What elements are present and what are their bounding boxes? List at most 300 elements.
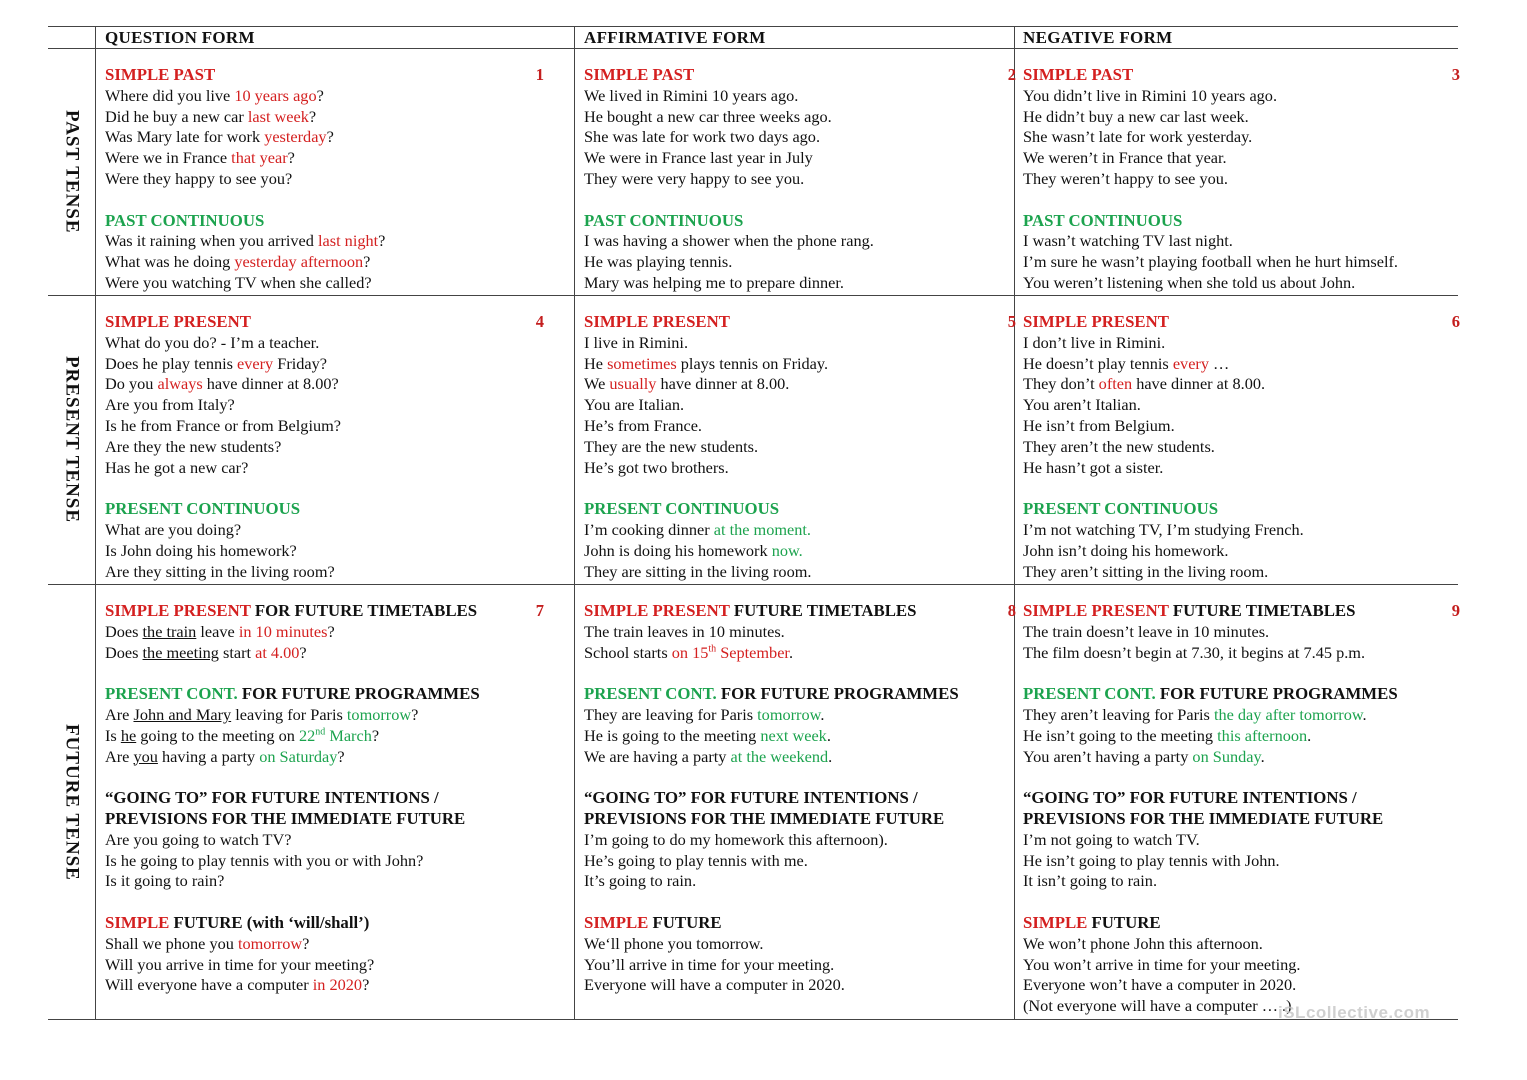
section-title: [105, 684, 560, 705]
grammar-section: [1023, 65, 1460, 190]
example-sentence: [105, 374, 560, 395]
text-run: I’m sure he wasn’t playing football when he hurt himself.: [1023, 252, 1398, 272]
example-sentence: [584, 747, 998, 768]
text-run: They don’t: [1023, 374, 1099, 394]
example-sentence: [584, 86, 998, 107]
text-run: .: [1307, 725, 1312, 745]
section-number: 3: [1451, 65, 1460, 84]
text-run: John is doing his homework: [584, 540, 772, 560]
example-sentence: [584, 374, 998, 395]
col-rule-2: [574, 26, 575, 1020]
example-sentence: [584, 622, 998, 643]
example-sentence: [105, 643, 560, 664]
text-run: always: [157, 374, 203, 394]
grammar-section: [584, 684, 998, 767]
example-sentence: [105, 127, 560, 148]
tense-label-future: [48, 585, 95, 1019]
text-run: It isn’t going to rain.: [1023, 871, 1158, 891]
text-run: We weren’t in France that year.: [1023, 148, 1227, 168]
section-title: [105, 499, 560, 520]
text-run: Shall we phone you: [105, 933, 238, 953]
text-run: the train: [142, 621, 197, 641]
text-run: He isn’t going to play tennis with John.: [1023, 850, 1280, 870]
text-run: .: [1260, 746, 1265, 766]
example-sentence: [584, 705, 998, 726]
example-sentence: [105, 705, 560, 726]
section-title: [1023, 499, 1438, 520]
text-run: SIMPLE: [105, 912, 170, 932]
text-run: SIMPLE: [1023, 912, 1088, 932]
col-rule-3: [1014, 26, 1015, 1020]
text-run: .: [826, 725, 831, 745]
text-run: PRESENT CONT.: [105, 684, 238, 704]
text-run: nd: [315, 726, 326, 738]
text-run: Mary was helping me to prepare dinner.: [584, 272, 844, 292]
header-rule: [48, 48, 1458, 49]
text-run: He isn’t going to the meeting: [1023, 725, 1218, 745]
text-run: “GOING TO” FOR FUTURE INTENTIONS /: [105, 788, 439, 808]
grammar-section: [1023, 684, 1438, 767]
section-title: [105, 601, 560, 622]
text-run: They weren’t happy to see you.: [1023, 168, 1228, 188]
text-run: .: [820, 704, 825, 724]
header-question-form: QUESTION FORM: [105, 28, 255, 47]
text-run: Were you watching TV when she called?: [105, 272, 372, 292]
text-run: Is John doing his homework?: [105, 540, 297, 560]
example-sentence: [584, 333, 998, 354]
text-run: They aren’t the new students.: [1023, 436, 1215, 456]
text-run: They are sitting in the living room.: [584, 561, 812, 581]
cell-past-question: [105, 65, 560, 315]
text-run: You didn’t live in Rimini 10 years ago.: [1023, 85, 1278, 105]
example-sentence: [584, 107, 998, 128]
text-run: We are having a party: [584, 746, 731, 766]
text-run: FOR FUTURE PROGRAMMES: [1155, 684, 1398, 704]
text-run: SIMPLE PRESENT: [1023, 601, 1169, 620]
section-title-line-2: [1023, 809, 1438, 830]
example-sentence: [584, 127, 998, 148]
section-title: [584, 211, 998, 232]
text-run: I don’t live in Rimini.: [1023, 332, 1166, 352]
text-run: Is it going to rain?: [105, 871, 225, 891]
text-run: I’m going to do my homework this afternoon).: [584, 829, 888, 849]
example-sentence: [584, 643, 998, 664]
example-sentence: [1023, 975, 1438, 996]
text-run: this afternoon: [1217, 725, 1308, 745]
text-run: ?: [378, 231, 386, 251]
grammar-section: [105, 312, 560, 478]
section-title: [584, 913, 998, 934]
example-sentence: [584, 252, 998, 273]
text-run: ?: [287, 148, 295, 168]
text-run: You weren’t listening when she told us about John.: [1023, 272, 1356, 292]
example-sentence: [1023, 458, 1438, 479]
grammar-section: [1023, 211, 1438, 294]
cell-future-question: [105, 601, 560, 1017]
present-tense-text: PRESENT TENSE: [61, 356, 83, 524]
text-run: leaving for Paris: [231, 704, 347, 724]
example-sentence: [105, 830, 560, 851]
text-run: sometimes: [607, 353, 677, 373]
text-run: You won’t arrive in time for your meeting.: [1023, 954, 1301, 974]
section-title: [105, 65, 560, 86]
example-sentence: [105, 851, 560, 872]
text-run: ?: [302, 933, 310, 953]
text-run: on Saturday: [259, 746, 338, 766]
example-sentence: [584, 354, 998, 375]
text-run: last night: [318, 231, 379, 251]
text-run: FUTURE TIMETABLES: [1168, 601, 1356, 620]
example-sentence: [1023, 705, 1438, 726]
text-run: ?: [308, 106, 317, 126]
text-run: Was it raining when you arrived: [105, 231, 318, 251]
section-title: [1023, 601, 1460, 622]
text-run: FUTURE: [648, 912, 722, 932]
text-run: usually: [609, 374, 657, 394]
text-run: We: [584, 374, 610, 394]
text-run: every: [237, 353, 274, 373]
text-run: I live in Rimini.: [584, 332, 689, 352]
section-number: 5: [1007, 312, 1016, 331]
text-run: you: [133, 746, 158, 766]
section-title: [584, 312, 1016, 333]
cell-present-negative: [1023, 312, 1460, 603]
example-sentence: [1023, 562, 1438, 583]
example-sentence: [584, 541, 998, 562]
text-run: ?: [362, 975, 370, 995]
section-title-line-2: [584, 809, 998, 830]
future-tense-text: FUTURE TENSE: [61, 723, 83, 881]
example-sentence: [1023, 871, 1438, 892]
grammar-section: [105, 601, 560, 663]
text-run: You aren’t having a party: [1023, 746, 1193, 766]
text-run: plays tennis on Friday.: [676, 353, 829, 373]
tense-label-past: [48, 49, 95, 295]
section-title: [584, 788, 998, 809]
example-sentence: [1023, 726, 1438, 747]
example-sentence: [584, 416, 998, 437]
text-run: She was late for work two days ago.: [584, 127, 821, 147]
header-negative-form: NEGATIVE FORM: [1023, 28, 1173, 47]
example-sentence: [1023, 851, 1438, 872]
example-sentence: [584, 169, 998, 190]
example-sentence: [1023, 169, 1438, 190]
example-sentence: [1023, 354, 1438, 375]
text-run: leave: [196, 621, 239, 641]
section-title: [584, 684, 998, 705]
example-sentence: [584, 520, 998, 541]
cell-present-question: [105, 312, 560, 603]
text-run: ?: [299, 642, 307, 662]
text-run: at the moment.: [713, 519, 811, 539]
example-sentence: [105, 520, 560, 541]
text-run: Everyone won’t have a computer in 2020.: [1023, 975, 1297, 995]
text-run: Will everyone have a computer: [105, 975, 313, 995]
text-run: Does: [105, 621, 143, 641]
example-sentence: [105, 148, 560, 169]
text-run: SIMPLE PRESENT: [105, 312, 251, 331]
example-sentence: [584, 231, 998, 252]
text-run: Do you: [105, 374, 158, 394]
text-run: We were in France last year in July: [584, 148, 813, 168]
example-sentence: [105, 562, 560, 583]
text-run: PREVISIONS FOR THE IMMEDIATE FUTURE: [105, 808, 466, 828]
text-run: School starts: [584, 642, 672, 662]
section-title: [105, 788, 560, 809]
section-number: 9: [1451, 601, 1460, 620]
text-run: FOR FUTURE PROGRAMMES: [716, 684, 959, 704]
text-run: ?: [337, 746, 345, 766]
example-sentence: [584, 395, 998, 416]
text-run: I wasn’t watching TV last night.: [1023, 231, 1233, 251]
text-run: SIMPLE PRESENT: [1023, 312, 1169, 331]
example-sentence: [105, 395, 560, 416]
example-sentence: [584, 562, 998, 583]
text-run: Did he buy a new car: [105, 106, 248, 126]
grammar-section: [584, 788, 998, 892]
text-run: They are the new students.: [584, 436, 759, 456]
text-run: ?: [363, 252, 371, 272]
text-run: PAST CONTINUOUS: [1023, 210, 1183, 230]
text-run: Is he from France or from Belgium?: [105, 415, 342, 435]
text-run: yesterday afternoon: [234, 252, 364, 272]
grammar-section: [1023, 312, 1460, 478]
text-run: PRESENT CONT.: [584, 684, 717, 704]
example-sentence: [1023, 395, 1438, 416]
text-run: SIMPLE PAST: [105, 65, 216, 84]
grammar-section: [584, 312, 1016, 478]
text-run: He hasn’t got a sister.: [1023, 457, 1164, 477]
example-sentence: [105, 416, 560, 437]
text-run: “GOING TO” FOR FUTURE INTENTIONS /: [584, 788, 918, 808]
text-run: I was having a shower when the phone rang.: [584, 231, 874, 251]
grammar-section: [1023, 499, 1438, 582]
example-sentence: [105, 622, 560, 643]
example-sentence: [1023, 107, 1438, 128]
text-run: We won’t phone John this afternoon.: [1023, 933, 1263, 953]
text-run: John isn’t doing his homework.: [1023, 540, 1229, 560]
text-run: .: [1362, 704, 1367, 724]
example-sentence: [105, 934, 560, 955]
example-sentence: [1023, 541, 1438, 562]
text-run: .: [788, 642, 794, 662]
text-run: Is: [105, 725, 121, 745]
text-run: He’s from France.: [584, 415, 702, 435]
text-run: They are leaving for Paris: [584, 704, 758, 724]
example-sentence: [105, 747, 560, 768]
example-sentence: [105, 458, 560, 479]
text-run: PREVISIONS FOR THE IMMEDIATE FUTURE: [1023, 808, 1384, 828]
text-run: The film doesn’t begin at 7.30, it begins at 7.45 p.m.: [1023, 642, 1366, 662]
text-run: Are you from Italy?: [105, 395, 235, 415]
grammar-section: [1023, 913, 1438, 1017]
text-run: She wasn’t late for work yesterday.: [1023, 127, 1253, 147]
text-run: 22: [299, 725, 316, 745]
section-title: [105, 913, 560, 934]
cell-future-negative: [1023, 601, 1460, 1038]
text-run: He: [584, 353, 608, 373]
text-run: PRESENT CONTINUOUS: [584, 499, 780, 519]
text-run: He doesn’t play tennis: [1023, 353, 1173, 373]
example-sentence: [584, 148, 998, 169]
section-number: 8: [1007, 601, 1016, 620]
text-run: .: [828, 746, 833, 766]
text-run: tomorrow: [757, 704, 821, 724]
grammar-section: [105, 499, 560, 582]
example-sentence: [1023, 643, 1438, 664]
past-tense-text: PAST TENSE: [61, 110, 83, 234]
text-run: FUTURE: [1087, 912, 1161, 932]
example-sentence: [105, 273, 560, 294]
text-run: We lived in Rimini 10 years ago.: [584, 85, 799, 105]
grammar-section: [584, 601, 1016, 663]
example-sentence: [1023, 333, 1438, 354]
text-run: Everyone will have a computer in 2020.: [584, 975, 845, 995]
text-run: at the weekend: [730, 746, 829, 766]
section-title-line-2: [105, 809, 560, 830]
example-sentence: [105, 107, 560, 128]
example-sentence: [584, 955, 998, 976]
section-title: [1023, 684, 1438, 705]
text-run: having a party: [157, 746, 260, 766]
grammar-section: [105, 913, 560, 996]
text-run: They were very happy to see you.: [584, 168, 805, 188]
text-run: often: [1098, 374, 1133, 394]
example-sentence: [584, 871, 998, 892]
text-run: start: [218, 642, 256, 662]
text-run: SIMPLE PAST: [1023, 65, 1134, 84]
section-number: 6: [1451, 312, 1460, 331]
section-title: [584, 601, 1016, 622]
header-affirmative-form: AFFIRMATIVE FORM: [584, 28, 766, 47]
section-title: [1023, 312, 1460, 333]
text-run: What are you doing?: [105, 519, 242, 539]
text-run: last week: [247, 106, 309, 126]
tense-label-present: [48, 296, 95, 584]
example-sentence: [105, 726, 560, 747]
text-run: SIMPLE PRESENT: [584, 312, 730, 331]
example-sentence: [1023, 86, 1438, 107]
text-run: PRESENT CONT.: [1023, 684, 1156, 704]
tenses-table: [48, 26, 1458, 1020]
text-run: PRESENT CONTINUOUS: [1023, 499, 1219, 519]
cell-past-affirmative: [584, 65, 1016, 315]
grammar-section: [584, 913, 998, 996]
text-run: We‘ll phone you tomorrow.: [584, 933, 764, 953]
example-sentence: [1023, 955, 1438, 976]
watermark-logo: iSLcollective.com: [1278, 1003, 1431, 1022]
example-sentence: [1023, 127, 1438, 148]
grammar-section: [105, 211, 560, 294]
text-run: tomorrow: [346, 704, 412, 724]
text-run: What was he doing: [105, 252, 235, 272]
cell-future-affirmative: [584, 601, 1016, 1017]
example-sentence: [584, 273, 998, 294]
text-run: ?: [371, 725, 380, 745]
text-run: I’m not watching TV, I’m studying French.: [1023, 519, 1304, 539]
text-run: PREVISIONS FOR THE IMMEDIATE FUTURE: [584, 808, 945, 828]
cell-present-affirmative: [584, 312, 1016, 603]
example-sentence: [105, 333, 560, 354]
text-run: He isn’t from Belgium.: [1023, 415, 1175, 435]
section-number: 4: [535, 312, 544, 331]
text-run: Is he going to play tennis with you or with John?: [105, 850, 424, 870]
text-run: ?: [326, 127, 334, 147]
example-sentence: [105, 871, 560, 892]
section-title: [105, 312, 560, 333]
text-run: It’s going to rain.: [584, 871, 697, 891]
text-run: SIMPLE PAST: [584, 65, 695, 84]
text-run: yesterday: [264, 127, 327, 147]
example-sentence: [1023, 747, 1438, 768]
text-run: Are: [105, 746, 134, 766]
section-number: 2: [1007, 65, 1016, 84]
text-run: Are they the new students?: [105, 436, 282, 456]
text-run: The train doesn’t leave in 10 minutes.: [1023, 621, 1270, 641]
text-run: You are Italian.: [584, 395, 685, 415]
text-run: PAST CONTINUOUS: [584, 210, 744, 230]
text-run: Was Mary late for work: [105, 127, 265, 147]
text-run: He didn’t buy a new car last week.: [1023, 106, 1249, 126]
grammar-section: [1023, 601, 1460, 663]
grammar-section: [584, 211, 998, 294]
text-run: Were we in France: [105, 148, 232, 168]
text-run: SIMPLE: [584, 912, 649, 932]
text-run: SIMPLE PRESENT: [584, 601, 730, 620]
text-run: Were they happy to see you?: [105, 168, 293, 188]
example-sentence: [584, 726, 998, 747]
text-run: on 15: [671, 642, 709, 662]
text-run: Friday?: [273, 353, 327, 373]
text-run: FOR FUTURE TIMETABLES: [250, 601, 478, 620]
text-run: that year: [231, 148, 288, 168]
text-run: in 2020: [312, 975, 363, 995]
text-run: What do you do? - I’m a teacher.: [105, 332, 320, 352]
text-run: Does he play tennis: [105, 353, 238, 373]
text-run: in 10 minutes: [238, 621, 328, 641]
text-run: going to the meeting on: [136, 725, 299, 745]
grammar-section: [105, 65, 560, 190]
example-sentence: [105, 975, 560, 996]
text-run: …: [1208, 353, 1230, 373]
example-sentence: [1023, 148, 1438, 169]
text-run: FOR FUTURE PROGRAMMES: [237, 684, 480, 704]
text-run: You’ll arrive in time for your meeting.: [584, 954, 835, 974]
text-run: the day after tomorrow: [1213, 704, 1363, 724]
text-run: now.: [771, 540, 803, 560]
example-sentence: [584, 830, 998, 851]
text-run: Will you arrive in time for your meeting?: [105, 954, 375, 974]
example-sentence: [1023, 416, 1438, 437]
text-run: next week: [760, 725, 827, 745]
example-sentence: [584, 851, 998, 872]
grammar-section: [584, 499, 998, 582]
text-run: PAST CONTINUOUS: [105, 210, 265, 230]
text-run: ?: [327, 621, 335, 641]
cell-past-negative: [1023, 65, 1460, 315]
example-sentence: [105, 86, 560, 107]
text-run: SIMPLE PRESENT: [105, 601, 251, 620]
text-run: he: [120, 725, 137, 745]
example-sentence: [105, 541, 560, 562]
text-run: He is going to the meeting: [584, 725, 761, 745]
section-number: 7: [535, 601, 544, 620]
text-run: They aren’t leaving for Paris: [1023, 704, 1214, 724]
example-sentence: [1023, 252, 1438, 273]
section-title: [1023, 65, 1460, 86]
text-run: FUTURE (with ‘will/shall’): [169, 912, 370, 932]
grammar-section: [584, 65, 1016, 190]
